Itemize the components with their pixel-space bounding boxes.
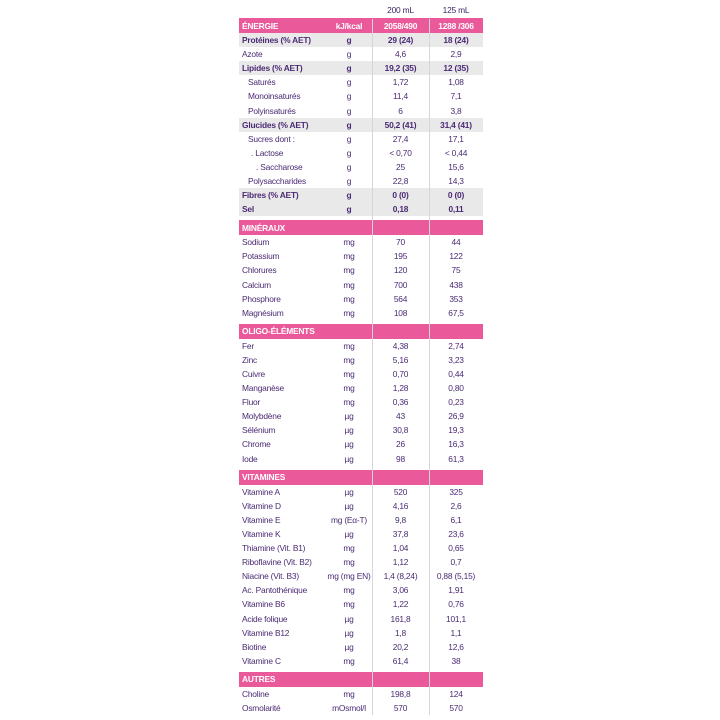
nutrient-name: Glucides (% AET) <box>242 119 309 130</box>
nutrient-unit: mg <box>343 557 355 568</box>
value-200ml: 37,8 <box>392 528 409 539</box>
value-200ml: 700 <box>393 279 408 290</box>
nutrient-unit: mg <box>343 265 355 276</box>
table-row <box>239 569 483 583</box>
nutrient-name: Protéines (% AET) <box>242 35 311 46</box>
nutrient-unit: g <box>346 105 352 116</box>
value-125ml: 16,3 <box>448 439 464 450</box>
value-125ml: 18 (24) <box>443 35 469 46</box>
nutrient-unit: mOsmol/l <box>332 702 366 713</box>
table-row <box>239 409 483 423</box>
nutrient-unit: mg <box>343 251 355 262</box>
table-row <box>239 423 483 437</box>
value-125ml: 12 (35) <box>443 63 469 74</box>
table-row <box>239 654 483 668</box>
nutrient-name: Riboflavine (Vit. B2) <box>242 557 312 568</box>
value-200ml: 61,4 <box>392 655 409 666</box>
nutrient-name: Polyinsaturés <box>248 105 296 116</box>
value-200ml: 5,16 <box>392 354 409 365</box>
table-row <box>239 452 483 466</box>
nutrient-unit: g <box>346 119 352 130</box>
nutrient-name: Azote <box>242 49 263 60</box>
value-200ml: 29 (24) <box>387 35 414 46</box>
value-200ml: 4,6 <box>394 49 407 60</box>
nutrient-unit: mg <box>343 397 355 408</box>
nutrient-unit: mg <box>343 688 355 699</box>
nutrient-unit: mg (Eα-T) <box>330 514 368 525</box>
table-row <box>239 61 483 75</box>
table-row <box>239 626 483 640</box>
nutrient-name: Vitamine B12 <box>242 627 290 638</box>
section-title: MINÉRAUX <box>239 220 483 235</box>
nutrient-name: Vitamine E <box>242 514 281 525</box>
value-200ml: 6 <box>398 105 403 116</box>
table-row <box>239 306 483 320</box>
nutrient-unit: g <box>346 190 352 201</box>
section-title: AUTRES <box>239 672 483 687</box>
table-row <box>239 395 483 409</box>
nutrient-name: Magnésium <box>242 307 284 318</box>
value-200ml: 0 (0) <box>392 190 409 201</box>
value-200ml: 9,8 <box>394 514 407 525</box>
value-200ml: 4,38 <box>392 340 409 351</box>
table-row <box>239 513 483 527</box>
table-row <box>239 263 483 277</box>
section-2 <box>239 470 483 668</box>
table-row <box>239 249 483 263</box>
value-125ml: 14,3 <box>448 175 464 186</box>
value-200ml: 30,8 <box>392 425 409 436</box>
energy-unit: kJ/kcal <box>335 20 363 31</box>
nutrient-unit: µg <box>344 425 354 436</box>
value-200ml: 50,2 (41) <box>384 119 417 130</box>
column-200ml: 200 mL <box>387 5 414 15</box>
table-row <box>239 174 483 188</box>
micronutrient-sections <box>239 220 483 715</box>
value-125ml: 17,1 <box>448 133 464 144</box>
nutrient-unit: mg <box>343 237 355 248</box>
value-125ml: 0,11 <box>448 204 464 215</box>
nutrient-unit: g <box>346 63 352 74</box>
nutrient-unit: µg <box>344 641 354 652</box>
table-row <box>239 47 483 61</box>
value-125ml: 12,6 <box>448 641 464 652</box>
energy-value-200ml: 2058/490 <box>383 20 418 31</box>
nutrient-name: Thiamine (Vit. B1) <box>242 543 306 554</box>
nutrient-unit: mg <box>343 279 355 290</box>
table-row <box>239 367 483 381</box>
table-row <box>239 687 483 701</box>
table-row <box>239 103 483 117</box>
nutrient-name: Phosphore <box>242 293 281 304</box>
table-row <box>239 75 483 89</box>
nutrient-unit: µg <box>344 453 354 464</box>
table-row <box>239 118 483 132</box>
nutrient-name: Vitamine K <box>242 528 281 539</box>
table-row <box>239 640 483 654</box>
nutrient-name: Niacine (Vit. B3) <box>242 571 299 582</box>
nutrient-name: Chrome <box>242 439 271 450</box>
nutrient-name: Saturés <box>248 77 276 88</box>
nutrient-name: Iode <box>242 453 258 464</box>
value-200ml: 1,22 <box>392 599 409 610</box>
table-row <box>239 339 483 353</box>
nutrient-unit: mg (mg EN) <box>327 571 371 582</box>
value-125ml: 438 <box>449 279 463 290</box>
table-row <box>239 611 483 625</box>
value-200ml: 1,28 <box>392 383 409 394</box>
table-row <box>239 555 483 569</box>
nutrient-unit: µg <box>344 439 354 450</box>
value-125ml: 0,76 <box>448 599 464 610</box>
value-200ml: 3,06 <box>392 585 409 596</box>
nutrient-name: Ac. Pantothénique <box>242 585 308 596</box>
value-125ml: 2,74 <box>448 340 464 351</box>
value-200ml: 195 <box>393 251 408 262</box>
table-row <box>239 188 483 202</box>
nutrient-name: Vitamine D <box>242 500 281 511</box>
nutrient-name: Acide folique <box>242 613 288 624</box>
value-125ml: 1,91 <box>448 585 464 596</box>
value-125ml: 23,6 <box>448 528 464 539</box>
table-row <box>239 437 483 451</box>
value-200ml: 0,36 <box>392 397 409 408</box>
value-125ml: 31,4 (41) <box>440 119 472 130</box>
nutrient-name: Sucres dont : <box>248 133 295 144</box>
column-divider <box>372 19 373 715</box>
nutrient-unit: g <box>346 161 352 172</box>
nutrient-unit: µg <box>344 411 354 422</box>
nutrient-name: Sélénium <box>242 425 276 436</box>
nutrient-unit: mg <box>343 354 355 365</box>
table-row <box>239 499 483 513</box>
value-125ml: 0,88 (5,15) <box>436 571 476 582</box>
value-125ml: 3,8 <box>450 105 462 116</box>
nutrient-name: Calcium <box>242 279 271 290</box>
section-title: VITAMINES <box>239 470 483 485</box>
table-row <box>239 89 483 103</box>
section-0 <box>239 220 483 320</box>
nutrient-unit: g <box>346 133 352 144</box>
value-200ml: 1,4 (8,24) <box>383 571 418 582</box>
nutrient-name: Choline <box>242 688 270 699</box>
table-row <box>239 597 483 611</box>
nutrient-unit: g <box>346 204 352 215</box>
value-200ml: < 0,70 <box>389 147 412 158</box>
value-200ml: 161,8 <box>390 613 411 624</box>
nutrient-unit: mg <box>343 340 355 351</box>
section-3 <box>239 672 483 715</box>
value-200ml: 1,12 <box>392 557 409 568</box>
value-125ml: 0,23 <box>448 397 464 408</box>
value-125ml: 0,80 <box>448 383 464 394</box>
table-row <box>239 235 483 249</box>
table-row <box>239 701 483 715</box>
value-200ml: 19,2 (35) <box>384 63 417 74</box>
value-200ml: 43 <box>396 411 405 422</box>
column-header-row <box>239 2 483 18</box>
value-200ml: 22,8 <box>392 175 409 186</box>
nutrient-unit: g <box>346 49 352 60</box>
value-125ml: 3,23 <box>448 354 464 365</box>
nutrient-unit: mg <box>343 293 355 304</box>
nutrient-unit: g <box>346 147 352 158</box>
nutrient-unit: µg <box>344 528 354 539</box>
nutrient-unit: mg <box>343 655 355 666</box>
value-125ml: 0 (0) <box>447 190 465 201</box>
nutrient-name: Chlorures <box>242 265 277 276</box>
value-200ml: 1,8 <box>394 627 407 638</box>
nutrient-name: . Saccharose <box>256 161 303 172</box>
nutrient-name: . Lactose <box>251 147 284 158</box>
nutrient-unit: g <box>346 175 352 186</box>
nutrient-unit: mg <box>343 307 355 318</box>
value-125ml: 61,3 <box>448 453 464 464</box>
nutrition-table <box>239 2 483 715</box>
table-row <box>239 278 483 292</box>
section-title: OLIGO-ÉLÉMENTS <box>239 324 483 339</box>
value-125ml: 0,7 <box>450 557 462 568</box>
energy-value-125ml: 1288 /306 <box>438 20 474 31</box>
nutrient-name: Osmolarité <box>242 702 281 713</box>
value-200ml: 25 <box>396 161 405 172</box>
table-row <box>239 33 483 47</box>
value-125ml: 1,08 <box>448 77 464 88</box>
table-row <box>239 146 483 160</box>
value-200ml: 570 <box>393 702 408 713</box>
value-125ml: 0,44 <box>448 369 464 380</box>
value-125ml: 38 <box>451 655 461 666</box>
nutrient-name: Lipides (% AET) <box>242 63 303 74</box>
nutrient-unit: mg <box>343 369 355 380</box>
nutrient-name: Biotine <box>242 641 267 652</box>
value-125ml: 19,3 <box>448 425 464 436</box>
value-125ml: 1,1 <box>450 627 462 638</box>
nutrient-unit: µg <box>344 500 354 511</box>
nutrient-unit: g <box>346 35 352 46</box>
table-row <box>239 381 483 395</box>
nutrient-name: Fer <box>242 340 254 351</box>
value-125ml: 570 <box>449 702 463 713</box>
value-125ml: 67,5 <box>448 307 464 318</box>
value-125ml: 101,1 <box>446 613 466 624</box>
value-200ml: 26 <box>396 439 405 450</box>
value-125ml: 7,1 <box>450 91 462 102</box>
value-200ml: 0,70 <box>392 369 409 380</box>
nutrient-name: Vitamine A <box>242 486 280 497</box>
value-125ml: 6,1 <box>450 514 462 525</box>
column-125ml: 125 mL <box>442 5 470 15</box>
table-row <box>239 160 483 174</box>
value-125ml: 124 <box>449 688 463 699</box>
value-200ml: 11,4 <box>393 91 408 102</box>
nutrient-unit: mg <box>343 585 355 596</box>
nutrient-name: Potassium <box>242 251 280 262</box>
nutrient-name: Fibres (% AET) <box>242 190 299 201</box>
table-row <box>239 132 483 146</box>
nutrient-name: Molybdène <box>242 411 282 422</box>
value-200ml: 4,16 <box>392 500 409 511</box>
column-divider <box>429 19 430 715</box>
value-125ml: 0,65 <box>448 543 464 554</box>
nutrient-unit: mg <box>343 383 355 394</box>
nutrient-unit: µg <box>344 486 354 497</box>
table-row <box>239 292 483 306</box>
value-125ml: 122 <box>449 251 463 262</box>
nutrient-unit: mg <box>343 543 355 554</box>
nutrient-name: Manganèse <box>242 383 284 394</box>
table-row <box>239 541 483 555</box>
nutrient-name: Fluor <box>242 397 261 408</box>
value-125ml: 44 <box>451 237 461 248</box>
nutrient-unit: µg <box>344 627 354 638</box>
energy-row <box>239 18 483 33</box>
nutrient-name: Vitamine C <box>242 655 281 666</box>
value-125ml: < 0,44 <box>444 147 468 158</box>
value-200ml: 20,2 <box>392 641 409 652</box>
value-200ml: 108 <box>393 307 408 318</box>
table-row <box>239 485 483 499</box>
value-200ml: 120 <box>393 265 408 276</box>
table-row <box>239 527 483 541</box>
nutrient-name: Vitamine B6 <box>242 599 285 610</box>
value-200ml: 520 <box>393 486 408 497</box>
value-200ml: 1,72 <box>392 77 409 88</box>
value-125ml: 353 <box>449 293 463 304</box>
value-200ml: 70 <box>396 237 405 248</box>
nutrient-name: Monoinsaturés <box>248 91 301 102</box>
table-row <box>239 353 483 367</box>
nutrient-unit: µg <box>344 613 354 624</box>
value-125ml: 26,9 <box>448 411 464 422</box>
value-125ml: 15,6 <box>448 161 464 172</box>
table-row <box>239 583 483 597</box>
nutrient-name: Polysaccharides <box>248 175 306 186</box>
nutrient-unit: mg <box>343 599 355 610</box>
nutrient-name: Cuivre <box>242 369 266 380</box>
value-200ml: 198,8 <box>390 688 411 699</box>
value-200ml: 1,04 <box>392 543 409 554</box>
value-125ml: 75 <box>451 265 461 276</box>
nutrient-name: Sodium <box>242 237 270 248</box>
nutrient-unit: g <box>346 77 352 88</box>
table-row <box>239 202 483 216</box>
value-125ml: 2,9 <box>450 49 462 60</box>
value-125ml: 2,6 <box>450 500 462 511</box>
nutrient-unit: g <box>346 91 352 102</box>
value-200ml: 564 <box>393 293 408 304</box>
nutrient-name: Sel <box>242 204 254 215</box>
energy-label: ÉNERGIE <box>242 20 279 31</box>
value-200ml: 0,18 <box>392 204 409 215</box>
section-1 <box>239 324 483 466</box>
macronutrients-block <box>239 33 483 216</box>
value-125ml: 325 <box>449 486 463 497</box>
value-200ml: 98 <box>396 453 405 464</box>
value-200ml: 27,4 <box>392 133 409 144</box>
nutrient-name: Zinc <box>242 354 258 365</box>
